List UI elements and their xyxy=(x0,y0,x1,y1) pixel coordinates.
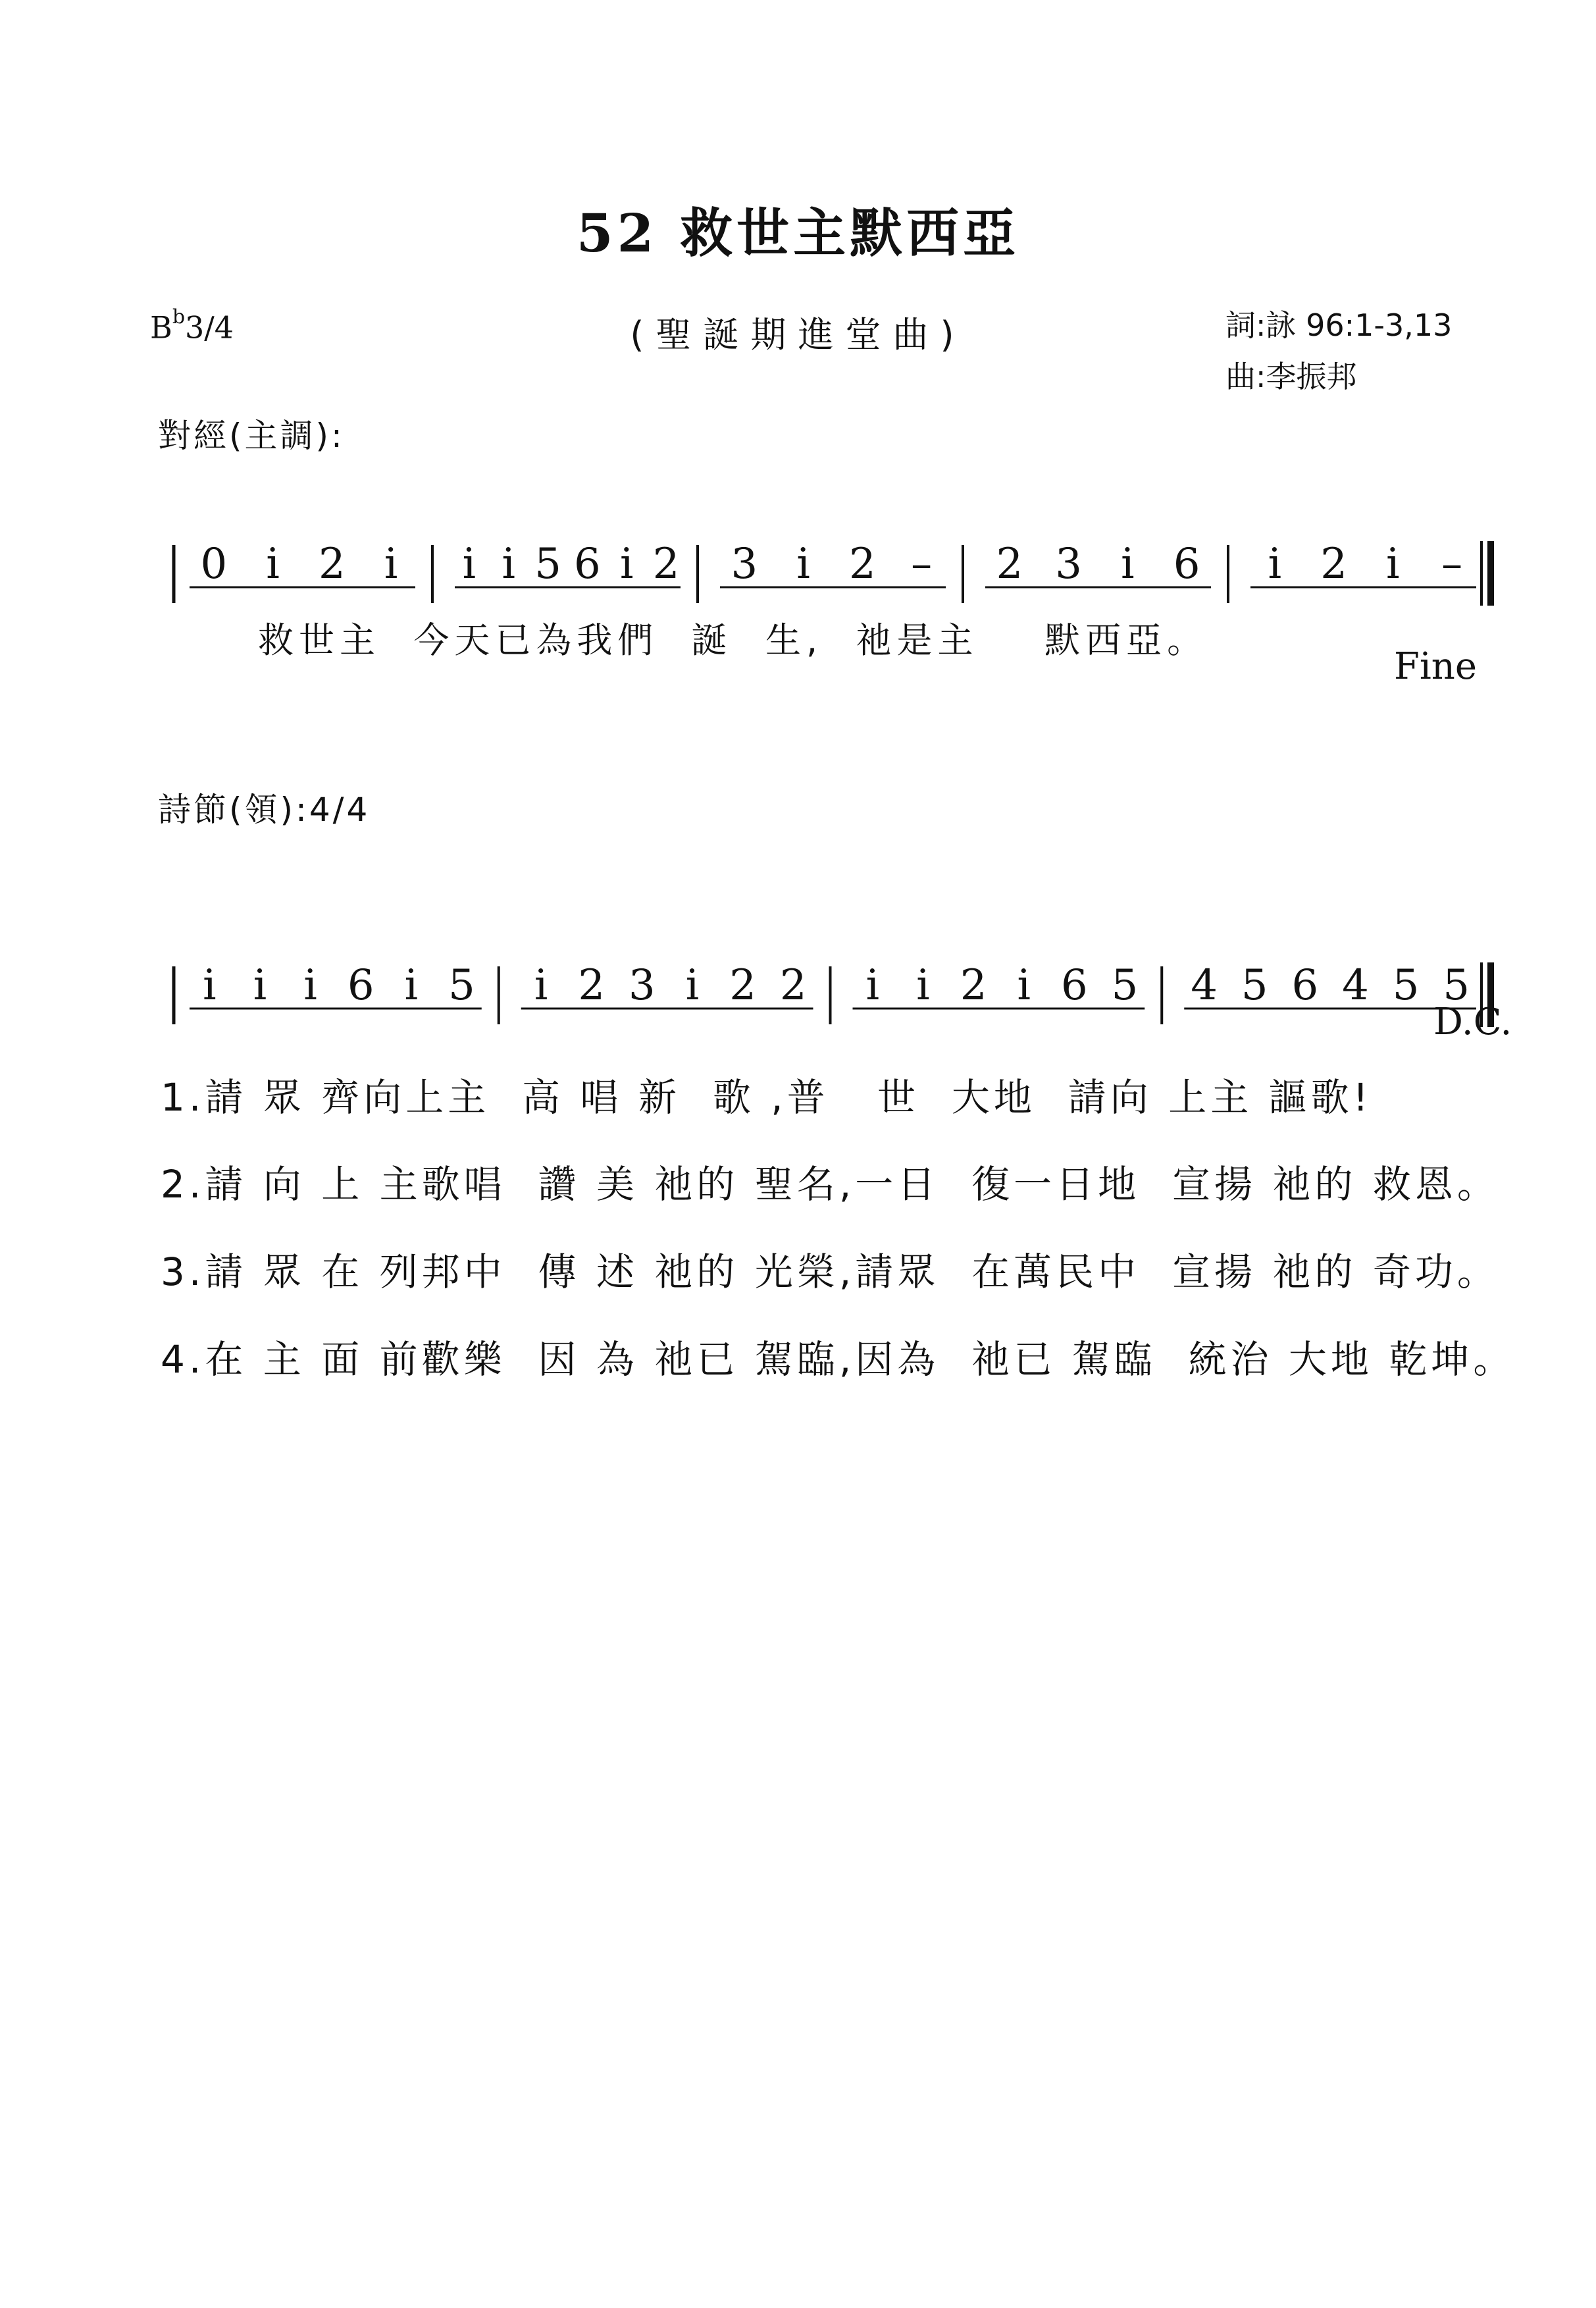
refrain-bar2-note-5: i xyxy=(620,540,634,589)
verse-line-2: 2.請 向 上 主歌唱 讚 美 祂的 聖名,一日 復一日地 宣揚 祂的 救恩。 xyxy=(161,1162,1499,1207)
verse-bar4-note-5: 5 xyxy=(1392,961,1420,1010)
refrain-bar4-note-1: 2 xyxy=(996,540,1023,589)
key-note: B xyxy=(150,309,172,346)
verse-bar2-note-3: 3 xyxy=(628,961,656,1010)
verse-bar1-note-5: i xyxy=(404,961,419,1010)
verse-bar2-note-5: 2 xyxy=(729,961,756,1010)
verse-bar3-note-5: 6 xyxy=(1060,961,1088,1010)
music-credit: 曲:李振邦 xyxy=(1225,359,1357,394)
verse-bar4-note-6: 5 xyxy=(1443,961,1470,1010)
verse-bar3-note-2: i xyxy=(916,961,930,1010)
refrain-bar1-note-1: 0 xyxy=(200,540,228,589)
time-signature: 3/4 xyxy=(185,309,234,346)
verse-bar1-note-4: 6 xyxy=(347,961,374,1010)
verse-bar1-note-1: i xyxy=(203,961,217,1010)
verse-staff xyxy=(170,922,1496,1010)
verse-bar3-note-4: i xyxy=(1017,961,1031,1010)
verse-bar3-note-6: 5 xyxy=(1111,961,1139,1010)
refrain-bar1-note-3: 2 xyxy=(319,540,346,589)
refrain-bar3-note-1: 3 xyxy=(731,540,758,589)
key-accidental: b xyxy=(172,305,186,328)
refrain-bar2-note-6: 2 xyxy=(652,540,680,589)
lyrics-credit: 詞:詠 96:1-3,13 xyxy=(1225,307,1453,343)
refrain-staff xyxy=(170,500,1496,589)
refrain-bar4-note-4: 6 xyxy=(1173,540,1200,589)
refrain-bar2-note-3: 5 xyxy=(534,540,561,589)
refrain-bar5-note-4: – xyxy=(1441,540,1463,589)
refrain-label: 對經(主調): xyxy=(158,417,345,455)
song-title: 52 救世主默西亞 xyxy=(576,202,1020,264)
verse-bar4-note-3: 6 xyxy=(1291,961,1319,1010)
refrain-bar2-note-1: i xyxy=(462,540,476,589)
verse-notation xyxy=(170,947,1496,1032)
verse-line-1: 1.請 眾 齊向上主 高 唱 新 歌 ,普 世 大地 請向 上主 謳歌! xyxy=(161,1075,1372,1120)
verse-line-3: 3.請 眾 在 列邦中 傳 述 祂的 光榮,請眾 在萬民中 宣揚 祂的 奇功。 xyxy=(161,1249,1499,1294)
refrain-bar5-note-3: i xyxy=(1386,540,1400,589)
refrain-notation xyxy=(170,525,1496,611)
verse-bar2-note-6: 2 xyxy=(779,961,807,1010)
verse-bar3-note-3: 2 xyxy=(960,961,987,1010)
refrain-bar5-note-2: 2 xyxy=(1320,540,1347,589)
refrain-bar2-note-2: i xyxy=(502,540,515,589)
verse-bar1-note-3: i xyxy=(303,961,317,1010)
verse-bar2-note-4: i xyxy=(685,961,700,1010)
verse-bar4-note-1: 4 xyxy=(1191,961,1218,1010)
refrain-bar4-note-2: 3 xyxy=(1055,540,1082,589)
verse-bar2-note-1: i xyxy=(534,961,548,1010)
verse-bar3-note-1: i xyxy=(865,961,880,1010)
refrain-bar3-note-2: i xyxy=(796,540,810,589)
verse-line-4: 4.在 主 面 前歡樂 因 為 祂已 駕臨,因為 祂已 駕臨 統治 大地 乾坤。 xyxy=(161,1337,1516,1382)
refrain-lyrics: 救世主 今天已為我們 誕 生, 祂是主 默西亞。 xyxy=(258,619,1208,661)
refrain-bar3-note-4: – xyxy=(911,540,933,589)
verse-bar2-note-2: 2 xyxy=(578,961,605,1010)
refrain-bar4-note-3: i xyxy=(1121,540,1135,589)
refrain-bar2-note-4: 6 xyxy=(574,540,601,589)
dc-mark: D.C. xyxy=(1433,1001,1512,1043)
verse-bar4-note-4: 4 xyxy=(1342,961,1369,1010)
refrain-bar5-note-1: i xyxy=(1268,540,1282,589)
fine-mark: Fine xyxy=(1394,645,1477,688)
verse-bar1-note-2: i xyxy=(253,961,267,1010)
refrain-bar1-note-2: i xyxy=(266,540,280,589)
verse-bar4-note-2: 5 xyxy=(1241,961,1268,1010)
verse-bar1-note-6: 5 xyxy=(448,961,475,1010)
refrain-bar1-note-4: i xyxy=(384,540,398,589)
subtitle: (聖誕期進堂曲) xyxy=(630,314,966,355)
verse-label: 詩節(領):4/4 xyxy=(158,791,371,829)
refrain-bar3-note-3: 2 xyxy=(849,540,876,589)
